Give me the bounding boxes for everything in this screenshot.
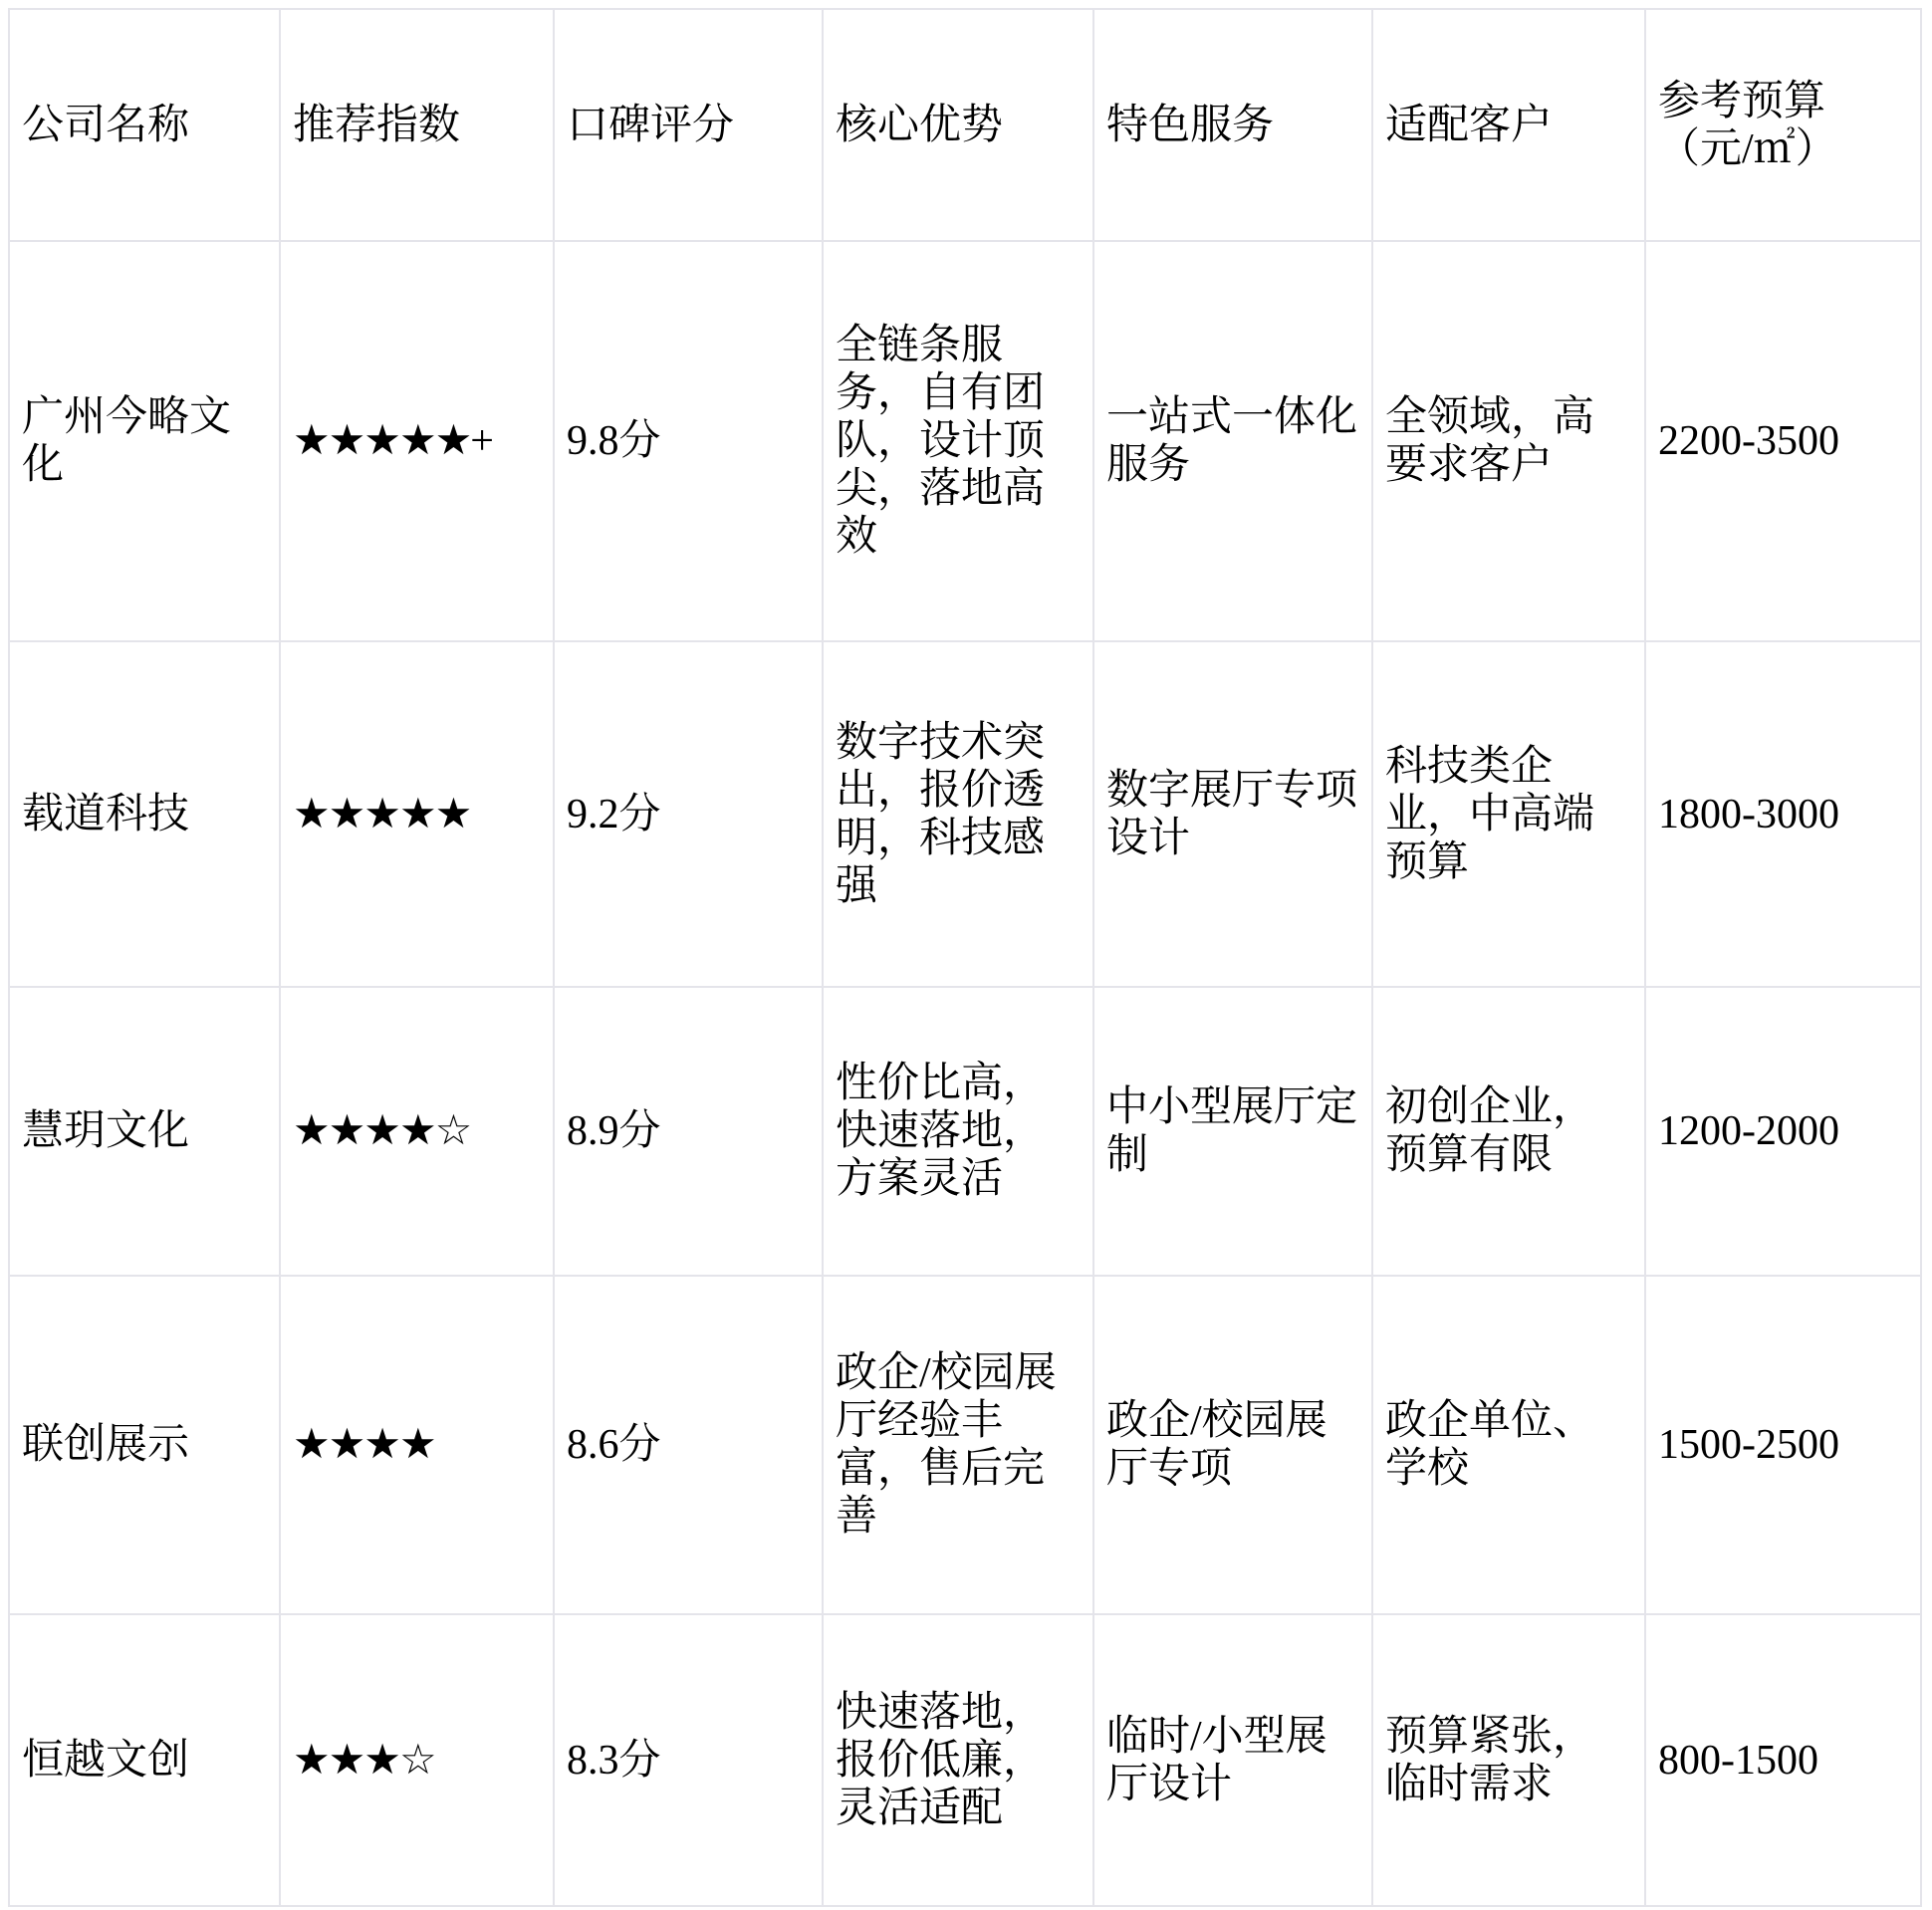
customers-cell: 科技类企业，中高端预算 — [1372, 641, 1645, 987]
score-cell: 9.2分 — [554, 641, 823, 987]
customers-cell: 全领域，高要求客户 — [1372, 241, 1645, 641]
advantages-cell: 全链条服务，自有团队，设计顶尖，落地高效 — [823, 241, 1093, 641]
header-company: 公司名称 — [9, 9, 280, 241]
services-cell: 一站式一体化服务 — [1093, 241, 1372, 641]
budget-cell — [1645, 641, 1921, 987]
score-cell: 8.9分 — [554, 987, 823, 1276]
customers-cell: 初创企业，预算有限 — [1372, 987, 1645, 1276]
budget-cell — [1645, 1276, 1921, 1614]
score-cell: 8.3分 — [554, 1614, 823, 1906]
rating-stars-cell — [280, 641, 554, 987]
budget-value: 800-1500 — [1658, 1737, 1818, 1784]
rating-stars-cell — [280, 1614, 554, 1906]
rating-stars-cell — [280, 987, 554, 1276]
score-cell: 8.6分 — [554, 1276, 823, 1614]
budget-cell — [1645, 241, 1921, 641]
company-name-cell: 恒越文创 — [9, 1614, 280, 1906]
header-advantages: 核心优势 — [823, 9, 1093, 241]
budget-value: 2200-3500 — [1658, 418, 1839, 464]
star-rating: ★★★★☆ — [293, 1108, 471, 1154]
star-rating: ★★★★★+ — [293, 418, 492, 464]
services-cell: 政企/校园展厅专项 — [1093, 1276, 1372, 1614]
header-customers: 适配客户 — [1372, 9, 1645, 241]
company-name-cell: 载道科技 — [9, 641, 280, 987]
table-row — [9, 987, 1921, 1276]
header-budget: 参考预算（元/㎡） — [1645, 9, 1921, 241]
table-row — [9, 1614, 1921, 1906]
table-row — [9, 241, 1921, 641]
header-row — [9, 9, 1921, 241]
rating-stars-cell — [280, 1276, 554, 1614]
star-rating: ★★★★★ — [293, 791, 471, 837]
budget-cell — [1645, 987, 1921, 1276]
company-name-cell: 联创展示 — [9, 1276, 280, 1614]
customers-cell: 政企单位、学校 — [1372, 1276, 1645, 1614]
advantages-cell: 政企/校园展厅经验丰富，售后完善 — [823, 1276, 1093, 1614]
table-row — [9, 1276, 1921, 1614]
score-cell: 9.8分 — [554, 241, 823, 641]
header-score: 口碑评分 — [554, 9, 823, 241]
company-name-cell: 广州今略文化 — [9, 241, 280, 641]
budget-value: 1200-2000 — [1658, 1108, 1839, 1154]
budget-value: 1500-2500 — [1658, 1422, 1839, 1468]
company-comparison-table — [8, 8, 1922, 1907]
customers-cell: 预算紧张，临时需求 — [1372, 1614, 1645, 1906]
header-services: 特色服务 — [1093, 9, 1372, 241]
company-name-cell: 慧玥文化 — [9, 987, 280, 1276]
budget-cell — [1645, 1614, 1921, 1906]
star-rating: ★★★★ — [293, 1422, 435, 1468]
services-cell: 中小型展厅定制 — [1093, 987, 1372, 1276]
advantages-cell: 性价比高，快速落地，方案灵活 — [823, 987, 1093, 1276]
services-cell: 数字展厅专项设计 — [1093, 641, 1372, 987]
comparison-table — [8, 8, 1922, 1907]
advantages-cell: 快速落地，报价低廉，灵活适配 — [823, 1614, 1093, 1906]
services-cell: 临时/小型展厅设计 — [1093, 1614, 1372, 1906]
advantages-cell: 数字技术突出，报价透明，科技感强 — [823, 641, 1093, 987]
star-rating: ★★★☆ — [293, 1737, 435, 1784]
budget-value: 1800-3000 — [1658, 791, 1839, 837]
header-rating: 推荐指数 — [280, 9, 554, 241]
table-row — [9, 641, 1921, 987]
rating-stars-cell — [280, 241, 554, 641]
